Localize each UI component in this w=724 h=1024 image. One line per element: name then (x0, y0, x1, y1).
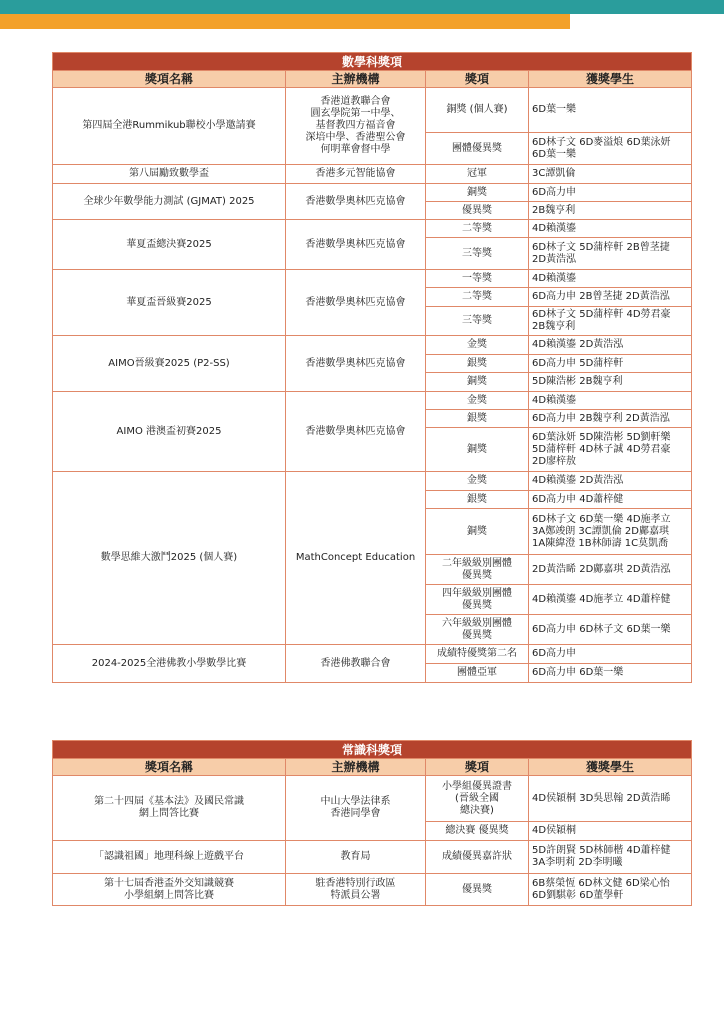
award-cell: 六年級級別團體 優異獎 (426, 615, 529, 645)
students-cell: 6D林子文 5D蒲梓軒 4D勞君豪 2B魏亨利 (529, 307, 692, 336)
math-awards-table (52, 52, 692, 683)
students-cell: 6D高力申 2B曾茎捷 2D黃浩泓 (529, 288, 692, 307)
table-row (53, 874, 692, 906)
award-cell: 小學組優異證書 (晉級全國 總決賽) (426, 776, 529, 822)
organizer: MathConcept Education (286, 472, 426, 645)
award-cell: 銀獎 (426, 355, 529, 373)
award-cell: 二年級級別團體 優異獎 (426, 555, 529, 585)
competition-name: AIMO 港澳盃初賽2025 (53, 392, 286, 472)
award-cell: 團體亞軍 (426, 664, 529, 683)
award-cell: 一等獎 (426, 270, 529, 288)
organizer: 香港數學奧林匹克協會 (286, 220, 426, 270)
students-cell: 4D賴漢鎏 2D黃浩泓 (529, 472, 692, 491)
award-cell: 金獎 (426, 472, 529, 491)
competition-name: 第十七屆香港盃外交知識競賽 小學組網上問答比賽 (53, 874, 286, 906)
students-cell: 4D侯穎桐 3D吳思翰 2D黃浩睎 (529, 776, 692, 822)
table-row (53, 472, 692, 491)
organizer: 香港多元智能協會 (286, 165, 426, 184)
column-header: 獲獎學生 (529, 759, 692, 776)
award-cell: 銅獎 (個人賽) (426, 88, 529, 133)
organizer: 駐香港特別行政區 特派員公署 (286, 874, 426, 906)
students-cell: 6D高力申 6D林子文 6D葉一樂 (529, 615, 692, 645)
students-cell: 6D林子文 6D麥溢烺 6D葉泳妍 6D葉一樂 (529, 133, 692, 165)
column-header: 主辦機構 (286, 71, 426, 88)
table-row (53, 645, 692, 664)
column-header: 獲獎學生 (529, 71, 692, 88)
competition-name: 第四屆全港Rummikub聯校小學邀請賽 (53, 88, 286, 165)
table-row (53, 184, 692, 202)
students-cell: 3C譚凱倫 (529, 165, 692, 184)
organizer: 香港數學奧林匹克協會 (286, 270, 426, 336)
students-cell: 6D高力申 4D蕭梓健 (529, 491, 692, 509)
column-header: 獎項名稱 (53, 71, 286, 88)
award-cell: 優異獎 (426, 202, 529, 220)
students-cell: 4D賴漢鎏 (529, 220, 692, 238)
award-cell: 銅獎 (426, 373, 529, 392)
column-header: 獎項 (426, 759, 529, 776)
students-cell: 6D林子文 6D葉一樂 4D施孝立 3A鄭竣朗 3C譚凱倫 2D鄺嘉琪 1A陳緯澄 1B林師濤 1C莫凱喬 (529, 509, 692, 555)
award-cell: 總決賽 優異獎 (426, 822, 529, 841)
header-teal-bar (0, 0, 724, 14)
competition-name: 數學思維大激鬥2025 (個人賽) (53, 472, 286, 645)
organizer: 香港道教聯合會 圓玄學院第一中學、 基督教四方福音會 深培中學、香港聖公會 何明華會督中學 (286, 88, 426, 165)
students-cell: 4D侯穎桐 (529, 822, 692, 841)
award-cell: 四年級級別團體 優異獎 (426, 585, 529, 615)
award-cell: 冠軍 (426, 165, 529, 184)
organizer: 香港佛教聯合會 (286, 645, 426, 683)
organizer: 香港數學奧林匹克協會 (286, 392, 426, 472)
students-cell: 4D賴漢鎏 2D黃浩泓 (529, 336, 692, 355)
table-row (53, 776, 692, 822)
award-cell: 銅獎 (426, 184, 529, 202)
award-cell: 三等獎 (426, 307, 529, 336)
table-row (53, 270, 692, 288)
column-header: 獎項名稱 (53, 759, 286, 776)
general-studies-awards-table (52, 740, 692, 906)
organizer: 香港數學奧林匹克協會 (286, 336, 426, 392)
award-cell: 優異獎 (426, 874, 529, 906)
award-cell: 團體優異獎 (426, 133, 529, 165)
award-cell: 銅獎 (426, 509, 529, 555)
students-cell: 4D賴漢鎏 (529, 270, 692, 288)
award-cell: 銅獎 (426, 428, 529, 472)
column-header: 獎項 (426, 71, 529, 88)
students-cell: 2D黃浩睎 2D鄺嘉琪 2D黃浩泓 (529, 555, 692, 585)
award-cell: 二等獎 (426, 288, 529, 307)
organizer: 教育局 (286, 841, 426, 874)
table-title: 常識科獎項 (53, 741, 692, 759)
students-cell: 5D陳浩彬 2B魏亨利 (529, 373, 692, 392)
students-cell: 6D高力申 5D蒲梓軒 (529, 355, 692, 373)
students-cell: 6D葉泳妍 5D陳浩彬 5D劉軒樂 5D蒲梓軒 4D林子誠 4D勞君豪 2D廖梓敖 (529, 428, 692, 472)
students-cell: 6D林子文 5D蒲梓軒 2B曾茎捷 2D黃浩泓 (529, 238, 692, 270)
students-cell: 6D高力申 6D葉一樂 (529, 664, 692, 683)
award-cell: 銀獎 (426, 410, 529, 428)
column-header: 主辦機構 (286, 759, 426, 776)
award-cell: 金獎 (426, 336, 529, 355)
table-row (53, 88, 692, 133)
students-cell: 6D高力申 (529, 184, 692, 202)
students-cell: 6D高力申 (529, 645, 692, 664)
competition-name: 第八屆勵致數學盃 (53, 165, 286, 184)
table-row (53, 392, 692, 410)
table-row (53, 841, 692, 874)
students-cell: 5D許朗賢 5D林師楷 4D蕭梓健 3A李明莉 2D李明曦 (529, 841, 692, 874)
organizer: 中山大學法律系 香港同學會 (286, 776, 426, 841)
students-cell: 2B魏亨利 (529, 202, 692, 220)
award-cell: 成績優異嘉許狀 (426, 841, 529, 874)
competition-name: 全球少年數學能力測試 (GJMAT) 2025 (53, 184, 286, 220)
competition-name: 第二十四屆《基本法》及國民常識 網上問答比賽 (53, 776, 286, 841)
competition-name: 「認識祖國」地理科線上遊戲平台 (53, 841, 286, 874)
award-cell: 金獎 (426, 392, 529, 410)
students-cell: 6D葉一樂 (529, 88, 692, 133)
table-row (53, 220, 692, 238)
award-cell: 銀獎 (426, 491, 529, 509)
header-orange-bar (0, 14, 570, 29)
table-row (53, 165, 692, 184)
students-cell: 4D賴漢鎏 (529, 392, 692, 410)
students-cell: 6D高力申 2B魏亨利 2D黃浩泓 (529, 410, 692, 428)
award-cell: 二等獎 (426, 220, 529, 238)
competition-name: 2024-2025全港佛教小學數學比賽 (53, 645, 286, 683)
students-cell: 4D賴漢鎏 4D施孝立 4D蕭梓健 (529, 585, 692, 615)
table-row (53, 336, 692, 355)
organizer: 香港數學奧林匹克協會 (286, 184, 426, 220)
award-cell: 成績特優獎第二名 (426, 645, 529, 664)
competition-name: 華夏盃總決賽2025 (53, 220, 286, 270)
award-cell: 三等獎 (426, 238, 529, 270)
students-cell: 6B蔡榮恆 6D林文健 6D梁心怡 6D劉騏彰 6D董學軒 (529, 874, 692, 906)
table-title: 數學科獎項 (53, 53, 692, 71)
competition-name: AIMO晉級賽2025 (P2-SS) (53, 336, 286, 392)
competition-name: 華夏盃晉級賽2025 (53, 270, 286, 336)
